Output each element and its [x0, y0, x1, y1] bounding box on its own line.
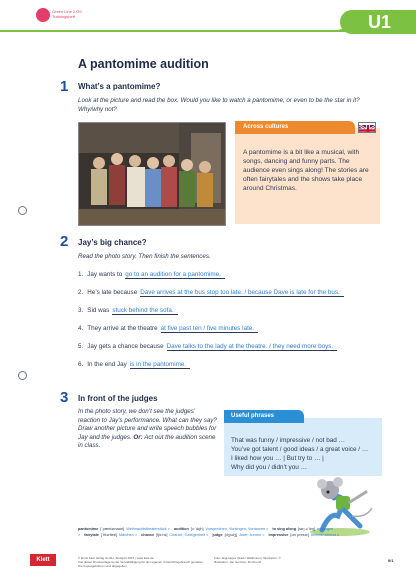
- sentence-prompt: They arrive at the theatre: [87, 325, 158, 332]
- page-number: 9/1: [388, 558, 394, 563]
- klett-logo: Klett: [30, 554, 56, 566]
- vocab-word: to sing along: [272, 527, 297, 531]
- section-instruction: [78, 408, 218, 451]
- footer-rights: Von dieser Druckvorlage ist die Vervielfältigung für den eigenen Unterrichtsgebrauch gestattet. Die Kopiergebühren sind abgegolten.: [78, 560, 204, 568]
- sentence-prompt: Sid was: [87, 307, 110, 314]
- section-number: 2: [60, 233, 69, 250]
- judges-instruction: In the photo story, we don’t see the judges’ reaction to Jay’s performance. What can they say? Draw another picture and write speech bubbles for Jay and the judges.: [78, 408, 217, 441]
- culture-box-text: A pantomime is a bit like a musical, with songs, dancing and funny parts. The audience even sings along! The stories are often fairytales and the shows take place around Christmas.: [243, 149, 369, 192]
- vocabulary-list: [78, 526, 348, 538]
- useful-phrases-title: Useful phrases: [224, 410, 304, 423]
- vocab-pronunciation: [tʃɑːns]: [156, 533, 168, 537]
- vocab-check-circle-icon[interactable]: ○: [133, 533, 138, 537]
- footer-copyright: [78, 556, 208, 568]
- punch-hole-icon: [18, 206, 27, 215]
- sentence-number: 2.: [78, 289, 84, 296]
- vocab-check-circle-icon[interactable]: ○: [265, 527, 269, 531]
- section-title: In front of the judges: [78, 394, 158, 403]
- vocab-pronunciation: [sɪŋ əˈlɒŋ]: [298, 527, 316, 531]
- sentence-number: 1.: [78, 271, 84, 278]
- sentence-prompt: Jay wants to: [87, 271, 123, 278]
- punch-hole-icon: [18, 371, 27, 380]
- sentence-row: [78, 271, 388, 283]
- vocab-entry: [78, 527, 170, 531]
- sentence-number: 3.: [78, 307, 84, 314]
- vocab-pronunciation: [ɔːˈdɪʃn]: [190, 527, 204, 531]
- sentence-number: 4.: [78, 325, 84, 332]
- vocab-translation: beeindruckend: [310, 533, 336, 537]
- useful-phrases-list: [231, 436, 381, 472]
- sentence-row: [78, 307, 388, 319]
- vocab-check-circle-icon[interactable]: ○: [335, 533, 340, 537]
- vocab-entry: [174, 527, 268, 531]
- vocab-translation: Jurer, Jurorin: [238, 533, 262, 537]
- publisher-logo-icon: [36, 8, 50, 22]
- vocab-translation: mitsingen: [317, 527, 334, 531]
- sentence-answer-field[interactable]: is in the pantomime.: [130, 361, 190, 369]
- vocab-check-circle-icon[interactable]: ○: [205, 533, 209, 537]
- sentence-row: [78, 289, 388, 301]
- vocab-pronunciation: [ˈpæntəmaɪm]: [100, 527, 125, 531]
- unit-badge: U1: [340, 10, 416, 34]
- or-label: Or:: [133, 433, 143, 441]
- vocab-entry: [141, 533, 208, 537]
- culture-box-title: Across cultures: [235, 121, 355, 134]
- stage-scene-icon: [79, 123, 226, 226]
- section-number: 3: [60, 389, 69, 406]
- vocab-check-circle-icon[interactable]: ○: [78, 533, 81, 537]
- sentence-prompt: He’s late because: [87, 289, 138, 296]
- uk-flag-icon: [358, 122, 376, 133]
- sentence-row: [78, 361, 388, 373]
- pantomime-photo: [78, 122, 226, 226]
- phrase-line: You’ve got talent / good ideas / a great voice / …: [231, 446, 369, 453]
- sentence-row: [78, 343, 388, 355]
- vocab-translation: Märchen: [119, 533, 134, 537]
- vocab-pronunciation: [ˈfeəriteɪl]: [100, 533, 117, 537]
- footer-publisher: © Ernst Klett Verlag GmbH, Stuttgart 2015 | www.klett.de: [78, 556, 154, 560]
- sentence-number: 5.: [78, 343, 84, 350]
- sentence-row: [78, 325, 388, 337]
- sentence-answer-field[interactable]: stuck behind the sofa.: [112, 307, 177, 315]
- sentence-prompt: In the end Jay: [87, 361, 127, 368]
- page-title: A pantomime audition: [78, 57, 209, 71]
- vocab-translation: Weihnachtstheaterstück: [126, 527, 167, 531]
- vocab-entry: [84, 533, 137, 537]
- vocab-word: chance: [141, 533, 155, 537]
- section-title: Jay’s big chance?: [78, 238, 147, 247]
- sentence-answer-field[interactable]: go to an audition for a pantomime.: [125, 271, 225, 279]
- vocab-check-circle-icon[interactable]: ○: [166, 527, 171, 531]
- vocab-entry: [212, 533, 264, 537]
- vocab-pronunciation: [dʒʌdʒ]: [224, 533, 237, 537]
- vocab-word: pantomime: [78, 527, 99, 531]
- vocab-word: impressive: [268, 533, 289, 537]
- sentence-answer-field[interactable]: at five past ten / five minutes late.: [161, 325, 258, 333]
- vocab-word: fairytale: [84, 533, 99, 537]
- or-text: Act out the audition scene in class.: [78, 433, 216, 449]
- sentence-number: 6.: [78, 361, 84, 368]
- vocab-word: judge: [212, 533, 223, 537]
- vocab-check-circle-icon[interactable]: ○: [261, 533, 265, 537]
- section-number: 1: [60, 78, 69, 95]
- vocab-word: audition: [174, 527, 189, 531]
- vocab-translation: Vorsprechen, Vorsingen, Vortanzen: [205, 527, 266, 531]
- phrase-line: I liked how you … | But try to … |: [231, 455, 324, 462]
- phrase-line: Why did you / didn’t you …: [231, 464, 308, 471]
- vocab-entry: [269, 533, 340, 537]
- sentence-answer-field[interactable]: Dave talks to the lady at the theatre. / they need more boys.: [167, 343, 338, 351]
- footer-credits-line: Illustration: Jan Gentzen, Dortmund: [214, 560, 262, 564]
- sentence-prompt: Jay gets a chance because: [87, 343, 164, 350]
- logo-text: Green Line 2 G9 Trainingsheft: [52, 9, 82, 19]
- section-title: What’s a pantomime?: [78, 82, 161, 91]
- phrase-line: That was funny / impressive / not bad …: [231, 437, 346, 444]
- section-instruction: Look at the picture and read the box. Would you like to watch a pantomime, or even to be the star in it? Why/why not?: [78, 97, 360, 113]
- vocab-translation: Chance, Gelegenheit: [169, 533, 206, 537]
- footer-credits: [214, 556, 344, 564]
- footer-credits-line: Foto: akgimages (Gavin Watkinson); Illustration: ©: [214, 556, 281, 560]
- section-instruction: Read the photo story. Then finish the sentences.: [78, 253, 211, 260]
- sentence-answer-field[interactable]: Dave arrives at the bus stop too late. / because Dave is late for the bus.: [140, 289, 344, 297]
- vocab-pronunciation: [ɪmˈpresɪv]: [290, 533, 309, 537]
